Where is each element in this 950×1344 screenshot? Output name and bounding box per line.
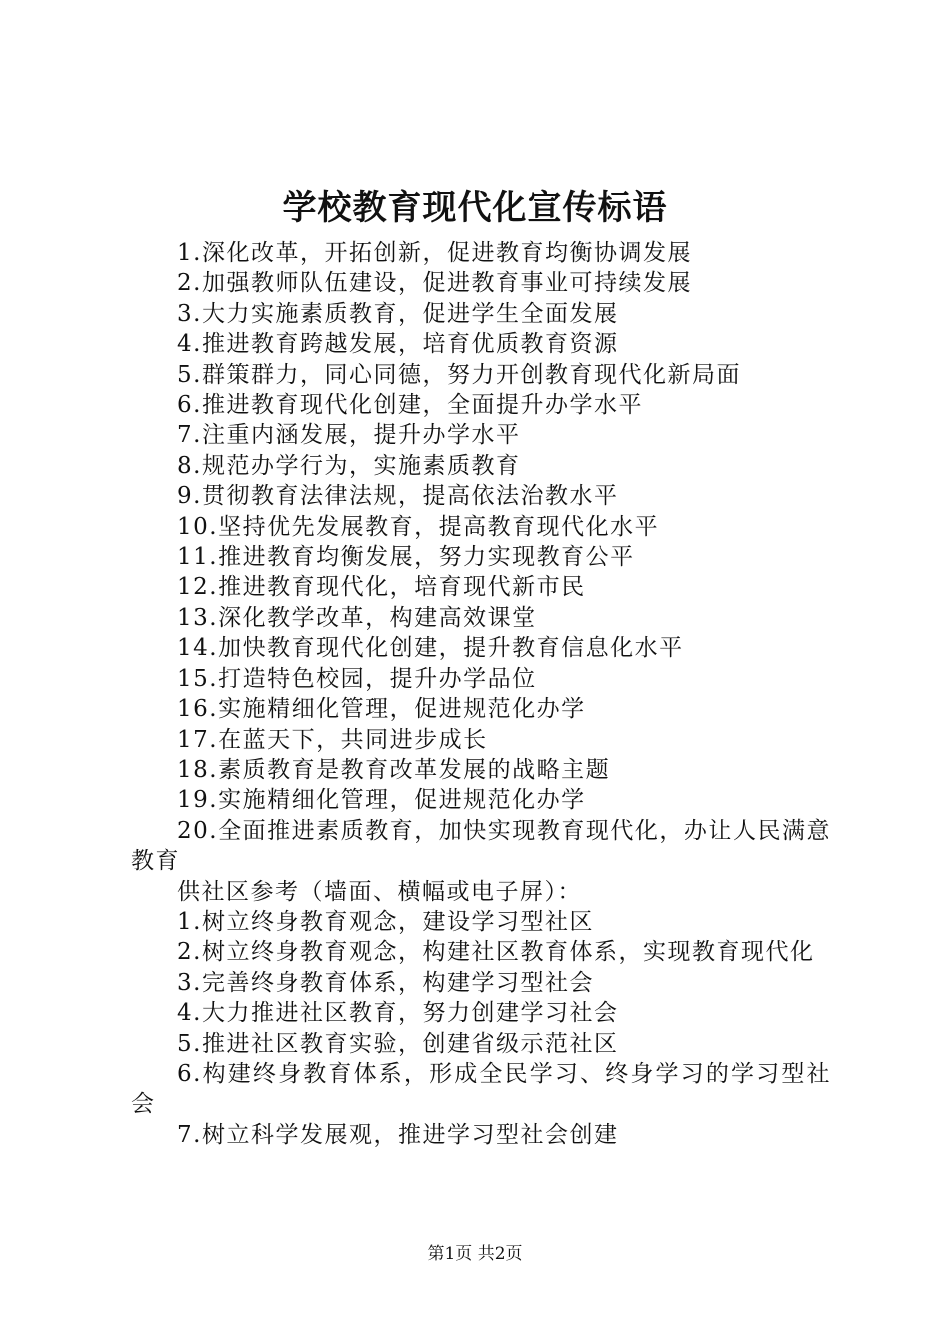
slogan-line: 2.加强教师队伍建设，促进教育事业可持续发展 — [177, 270, 692, 297]
community-slogan-line: 2.树立终身教育观念，构建社区教育体系，实现教育现代化 — [177, 939, 815, 966]
section-heading: 供社区参考（墙面、横幅或电子屏）： — [177, 878, 582, 905]
slogan-line: 11.推进教育均衡发展，努力实现教育公平 — [177, 544, 635, 571]
slogan-line: 18.素质教育是教育改革发展的战略主题 — [177, 756, 611, 783]
community-slogan-line: 6.构建终身教育体系，形成全民学习、终身学习的学习型社会 — [131, 1060, 831, 1118]
slogan-line: 14.加快教育现代化创建，提升教育信息化水平 — [177, 635, 684, 662]
slogan-line: 17.在蓝天下，共同进步成长 — [177, 726, 488, 753]
slogan-line: 3.大力实施素质教育，促进学生全面发展 — [177, 300, 619, 327]
slogan-line: 8.规范办学行为，实施素质教育 — [177, 452, 521, 479]
slogan-line: 6.推进教育现代化创建，全面提升办学水平 — [177, 392, 643, 419]
community-slogan-line: 1.树立终身教育观念，建设学习型社区 — [177, 908, 594, 935]
slogan-line: 12.推进教育现代化，培育现代新市民 — [177, 574, 586, 601]
community-slogan-line: 5.推进社区教育实验，创建省级示范社区 — [177, 1030, 619, 1057]
slogan-line: 4.推进教育跨越发展，培育优质教育资源 — [177, 331, 619, 358]
slogan-line: 20.全面推进素质教育，加快实现教育现代化，办让人民满意教育 — [131, 817, 831, 875]
document-title: 学校教育现代化宣传标语 — [282, 188, 668, 228]
slogan-line: 15.打造特色校园，提升办学品位 — [177, 665, 537, 692]
slogan-line: 10.坚持优先发展教育，提高教育现代化水平 — [177, 513, 660, 540]
slogan-line: 19.实施精细化管理，促进规范化办学 — [177, 787, 586, 814]
slogan-line: 9.贯彻教育法律法规，提高依法治教水平 — [177, 483, 619, 510]
community-slogan-line: 4.大力推进社区教育，努力创建学习社会 — [177, 1000, 619, 1027]
document-body — [131, 238, 831, 1150]
slogan-line: 5.群策群力，同心同德，努力开创教育现代化新局面 — [177, 361, 741, 388]
slogan-line: 1.深化改革，开拓创新，促进教育均衡协调发展 — [177, 240, 692, 266]
slogan-line: 7.注重内涵发展，提升办学水平 — [177, 422, 521, 449]
community-slogan-line: 3.完善终身教育体系，构建学习型社会 — [177, 969, 594, 996]
slogan-line: 16.实施精细化管理，促进规范化办学 — [177, 696, 586, 723]
page-number-footer: 第1页 共2页 — [427, 1244, 523, 1264]
community-slogan-line: 7.树立科学发展观，推进学习型社会创建 — [177, 1121, 619, 1148]
slogan-line: 13.深化教学改革，构建高效课堂 — [177, 604, 537, 631]
